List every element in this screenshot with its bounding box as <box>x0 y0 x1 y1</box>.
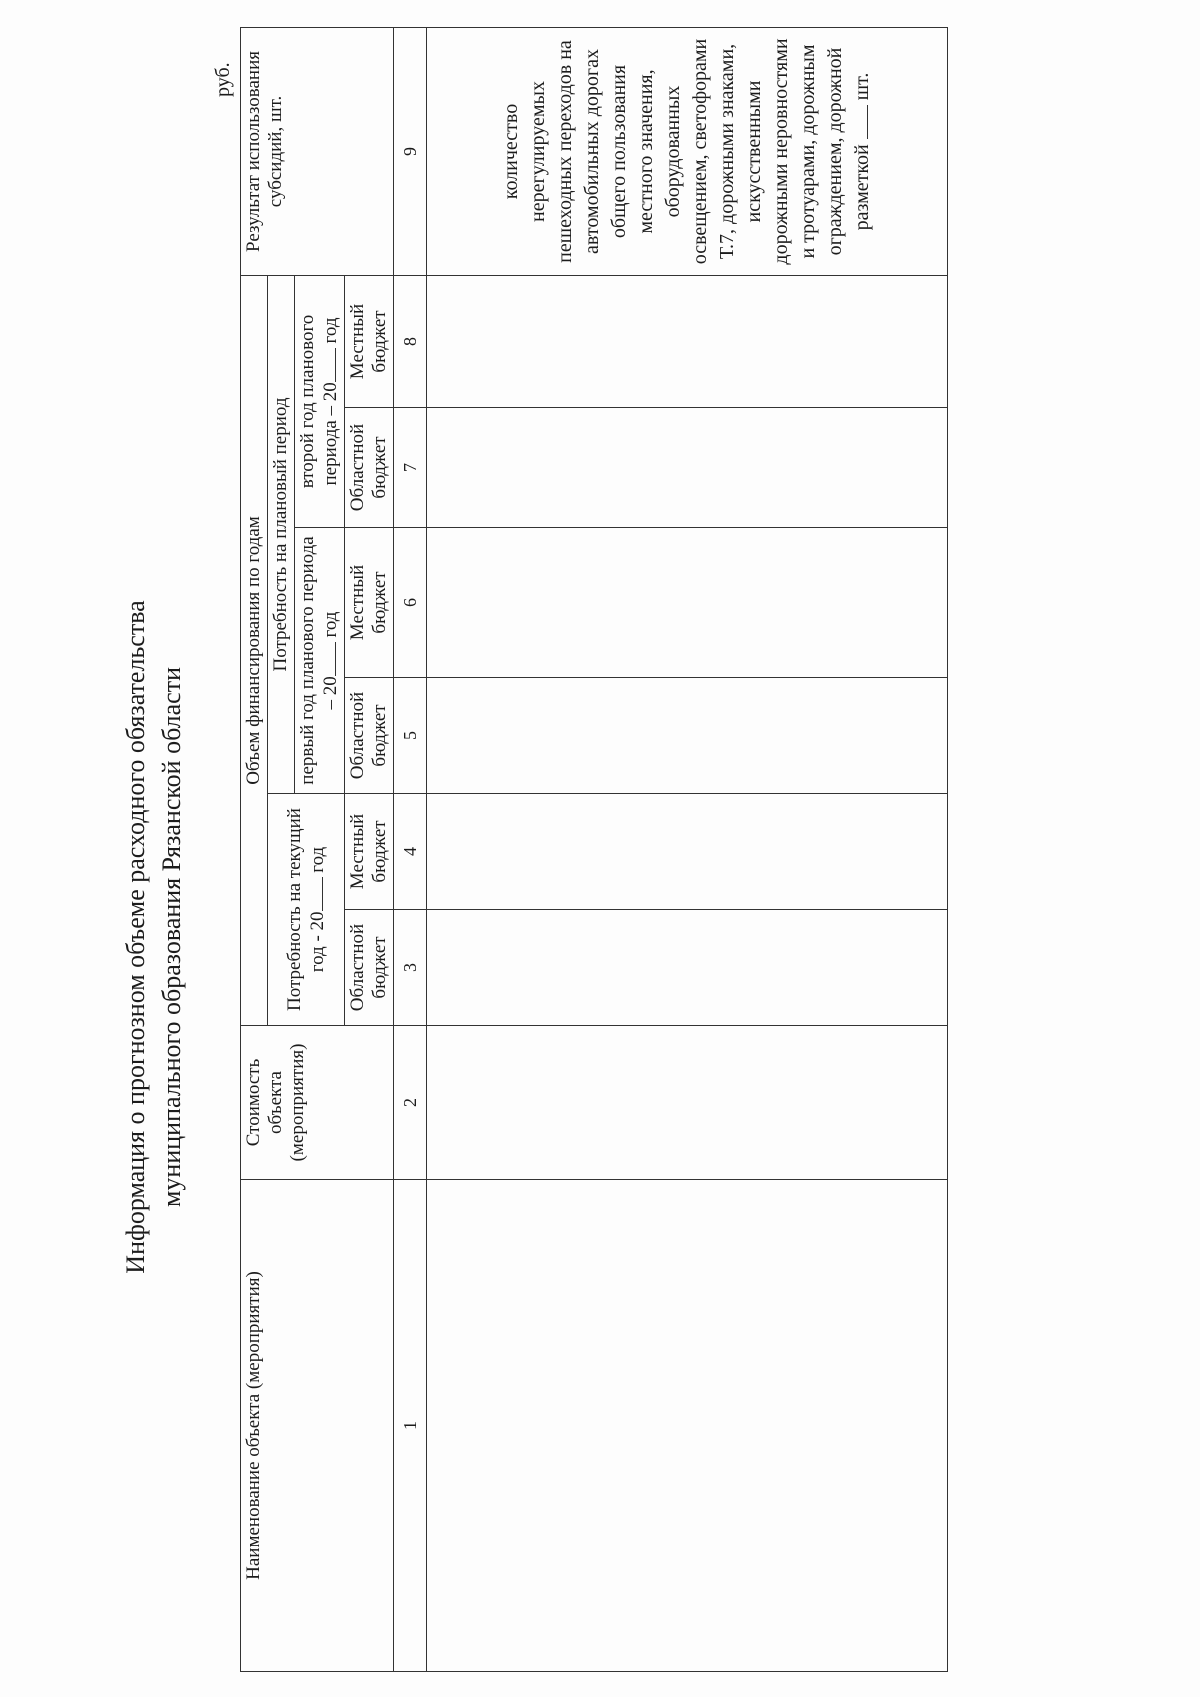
financing-table <box>240 27 948 1672</box>
column-number: 7 <box>394 408 427 528</box>
year-blank-second <box>319 348 336 382</box>
header-first-year <box>295 528 345 794</box>
current-year-suffix: год <box>306 846 328 873</box>
year-blank-current <box>306 877 323 911</box>
result-description: количество нерегулируемых пешеходных переходов на автомобильных дорогах общего пользования местного значения, оборудованных освещением, светофорами Т.7, дорожными знаками, искусственными дорожными неровностями и тротуарами, дорожным ограждением, дорожной разметкой <box>500 38 873 265</box>
column-number: 6 <box>394 528 427 678</box>
cell-local-first <box>427 528 948 678</box>
header-row-1 <box>241 28 268 1672</box>
header-result: Результат использования субсидий, шт. <box>241 28 394 276</box>
header-regional-second: Областной бюджет <box>345 408 394 528</box>
first-year-label: первый год планового периода – 20 <box>297 536 341 785</box>
column-number: 8 <box>394 276 427 408</box>
first-year-suffix: год <box>320 611 341 638</box>
header-current-year <box>268 794 345 1026</box>
header-local-current: Местный бюджет <box>345 794 394 910</box>
cell-regional-second <box>427 408 948 528</box>
result-unit: шт. <box>851 72 873 101</box>
column-number: 5 <box>394 678 427 794</box>
column-number: 2 <box>394 1026 427 1180</box>
header-regional-current: Областной бюджет <box>345 910 394 1026</box>
result-blank <box>851 105 868 139</box>
column-number: 1 <box>394 1180 427 1672</box>
header-regional-first: Областной бюджет <box>345 678 394 794</box>
year-blank-first <box>319 642 336 676</box>
header-name: Наименование объекта (мероприятия) <box>241 1180 394 1672</box>
column-number: 9 <box>394 28 427 276</box>
cell-regional-first <box>427 678 948 794</box>
cell-cost <box>427 1026 948 1180</box>
cell-regional-current <box>427 910 948 1026</box>
header-cost: Стоимость объекта (мероприятия) <box>241 1026 394 1180</box>
second-year-suffix: год <box>320 317 341 344</box>
currency-unit: руб. <box>212 62 234 97</box>
cell-local-current <box>427 794 948 910</box>
header-second-year <box>295 276 345 528</box>
cell-result <box>427 28 948 276</box>
cell-local-second <box>427 276 948 408</box>
column-number: 4 <box>394 794 427 910</box>
document-title <box>118 337 190 1537</box>
column-number-row <box>394 28 427 1672</box>
data-row <box>427 28 948 1672</box>
title-line-2: муниципального образования Рязанской области <box>157 666 186 1208</box>
header-planning-period: Потребность на плановый период <box>268 276 295 794</box>
header-local-second: Местный бюджет <box>345 276 394 408</box>
cell-name <box>427 1180 948 1672</box>
title-line-1: Информация о прогнозном объеме расходного обязательства <box>121 600 150 1274</box>
column-number: 3 <box>394 910 427 1026</box>
second-year-label: второй год планового периода – 20 <box>297 314 341 489</box>
current-year-label: Потребность на текущий год - 20 <box>283 808 328 1011</box>
header-financing: Объем финансирования по годам <box>241 276 268 1026</box>
header-local-first: Местный бюджет <box>345 528 394 678</box>
